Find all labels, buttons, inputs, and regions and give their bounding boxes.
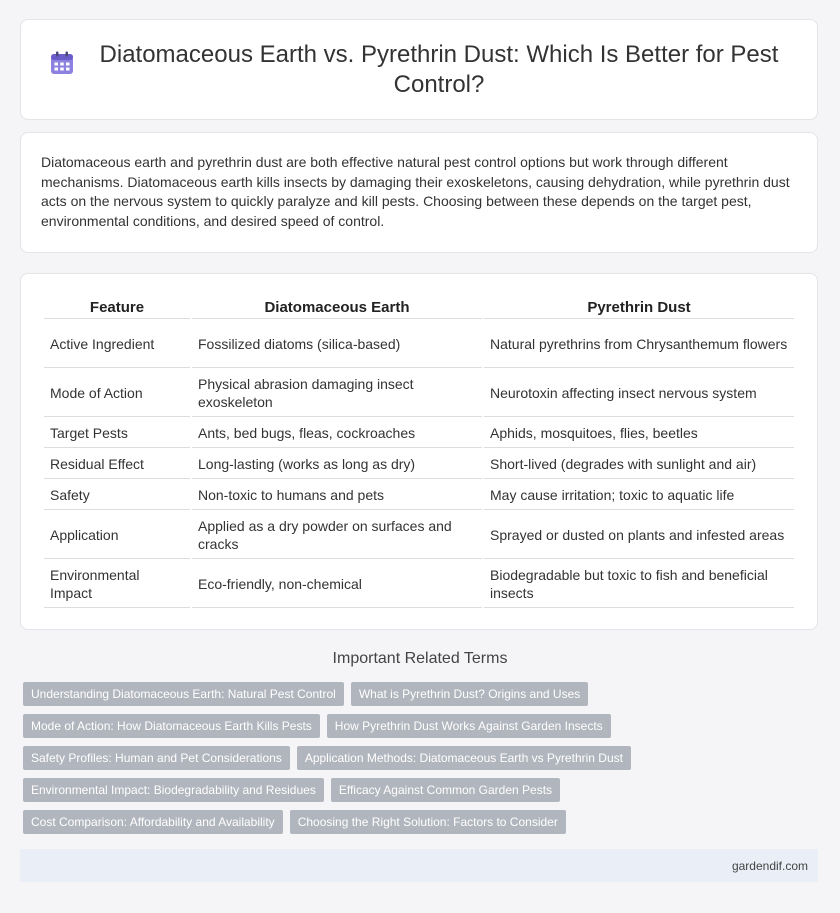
comparison-table [42, 294, 796, 610]
table-cell: Mode of Action [44, 370, 190, 417]
tag-row [23, 746, 823, 770]
table-cell: Sprayed or dusted on plants and infested areas [484, 512, 794, 559]
table-cell: Long-lasting (works as long as dry) [192, 450, 482, 479]
table-row [44, 481, 794, 510]
column-header-diatomaceous-earth: Diatomaceous Earth [192, 296, 482, 319]
related-term-tag[interactable]: What is Pyrethrin Dust? Origins and Uses [351, 682, 588, 706]
table-cell: May cause irritation; toxic to aquatic life [484, 481, 794, 510]
tag-row [23, 810, 823, 834]
table-cell: Aphids, mosquitoes, flies, beetles [484, 419, 794, 448]
table-header-row [44, 296, 794, 319]
related-term-tag[interactable]: Safety Profiles: Human and Pet Considerations [23, 746, 290, 770]
table-cell: Target Pests [44, 419, 190, 448]
table-cell: Eco-friendly, non-chemical [192, 561, 482, 608]
table-cell: Biodegradable but toxic to fish and beneficial insects [484, 561, 794, 608]
header-inner [49, 40, 789, 100]
table-cell: Fossilized diatoms (silica-based) [192, 321, 482, 368]
table-row [44, 370, 794, 417]
table-cell: Safety [44, 481, 190, 510]
intro-paragraph: Diatomaceous earth and pyrethrin dust are both effective natural pest control options but work through different mechanisms. Diatomaceous earth kills insects by damaging their exoskeletons, causing dehydration, while pyrethrin dust acts on the nervous system to quickly paralyze and kill pests. Choosing between these depends on the target pest, environmental conditions, and desired speed of control. [41, 154, 790, 229]
table-cell: Applied as a dry powder on surfaces and cracks [192, 512, 482, 559]
table-cell: Ants, bed bugs, fleas, cockroaches [192, 419, 482, 448]
table-cell: Environmental Impact [44, 561, 190, 608]
table-cell: Physical abrasion damaging insect exoskeleton [192, 370, 482, 417]
table-cell: Natural pyrethrins from Chrysanthemum flowers [484, 321, 794, 368]
related-term-tag[interactable]: How Pyrethrin Dust Works Against Garden Insects [327, 714, 611, 738]
tag-row [23, 778, 823, 802]
table-cell: Non-toxic to humans and pets [192, 481, 482, 510]
related-terms-list [23, 682, 823, 842]
related-term-tag[interactable]: Efficacy Against Common Garden Pests [331, 778, 560, 802]
tag-row [23, 682, 823, 706]
table-row [44, 419, 794, 448]
footer [20, 849, 818, 882]
related-term-tag[interactable]: Mode of Action: How Diatomaceous Earth Kills Pests [23, 714, 320, 738]
comparison-table-card [20, 273, 818, 630]
table-row [44, 512, 794, 559]
table-cell: Neurotoxin affecting insect nervous system [484, 370, 794, 417]
table-row [44, 321, 794, 368]
table-cell: Short-lived (degrades with sunlight and air) [484, 450, 794, 479]
tag-row [23, 714, 823, 738]
page-title: Diatomaceous Earth vs. Pyrethrin Dust: Which Is Better for Pest Control? [99, 40, 779, 98]
table-row [44, 561, 794, 608]
intro-card [20, 132, 818, 253]
table-cell: Application [44, 512, 190, 559]
calendar-icon [49, 50, 75, 76]
related-terms-title: Important Related Terms [332, 650, 508, 667]
related-term-tag[interactable]: Understanding Diatomaceous Earth: Natural Pest Control [23, 682, 344, 706]
footer-site-link[interactable]: gardendif.com [731, 858, 808, 873]
column-header-pyrethrin-dust: Pyrethrin Dust [484, 296, 794, 319]
table-row [44, 450, 794, 479]
table-cell: Residual Effect [44, 450, 190, 479]
header-card [20, 19, 818, 120]
related-term-tag[interactable]: Cost Comparison: Affordability and Availability [23, 810, 283, 834]
table-cell: Active Ingredient [44, 321, 190, 368]
related-term-tag[interactable]: Choosing the Right Solution: Factors to Consider [290, 810, 566, 834]
related-term-tag[interactable]: Application Methods: Diatomaceous Earth vs Pyrethrin Dust [297, 746, 631, 770]
column-header-feature: Feature [44, 296, 190, 319]
related-term-tag[interactable]: Environmental Impact: Biodegradability and Residues [23, 778, 324, 802]
